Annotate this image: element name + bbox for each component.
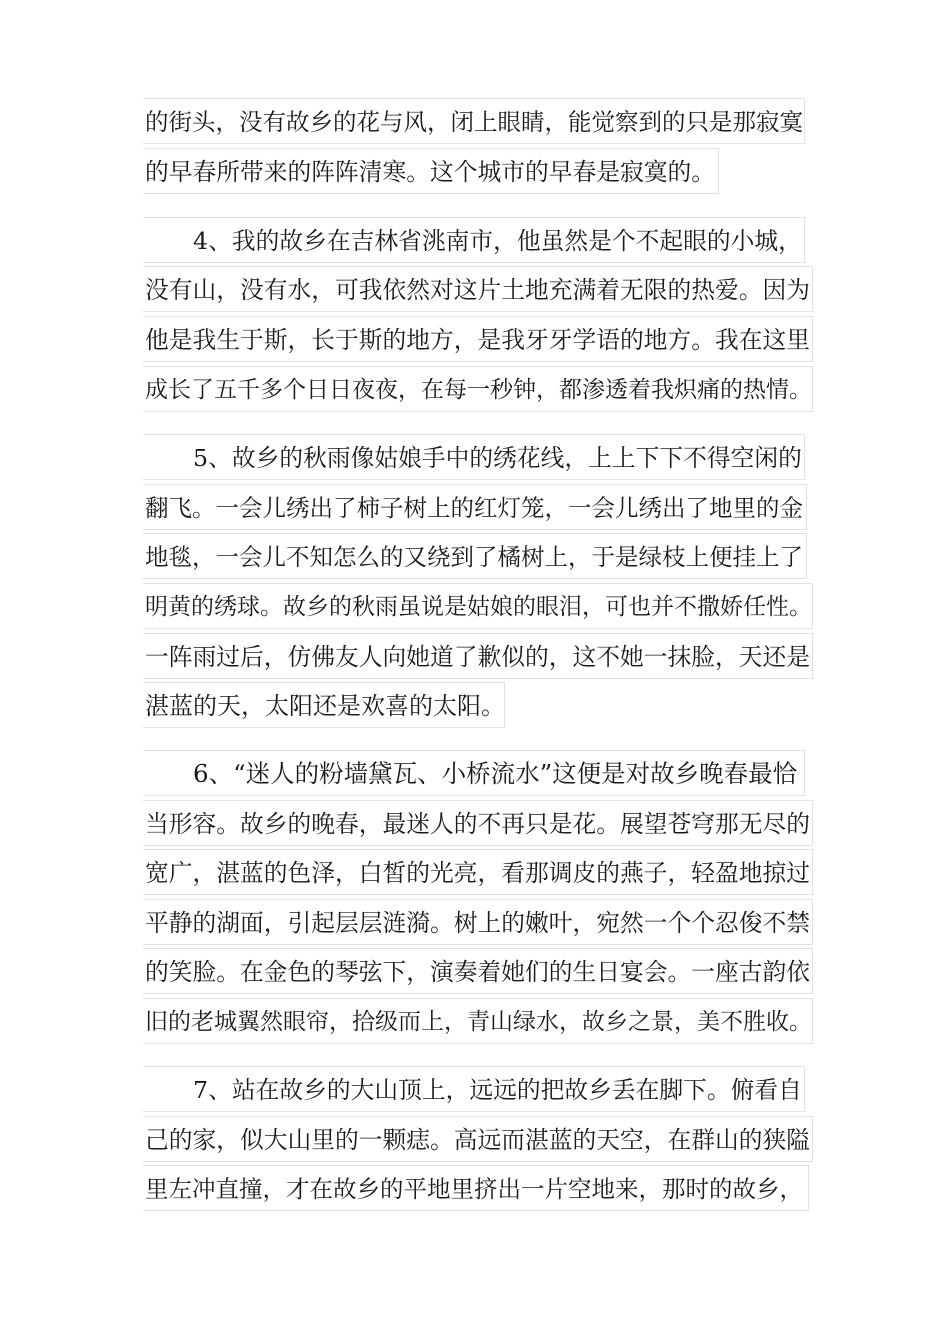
text-line: 明黄的绣球。故乡的秋雨虽说是姑娘的眼泪，可也并不撒娇任性。: [143, 583, 813, 629]
text-line: 宽广，湛蓝的色泽，白皙的光亮，看那调皮的燕子，轻盈地掠过: [143, 849, 813, 895]
text-line: 一阵雨过后，仿佛友人向她道了歉似的，这不她一抹脸，天还是: [143, 633, 813, 679]
text-line: 的早春所带来的阵阵清寒。这个城市的早春是寂寞的。: [143, 148, 719, 194]
text-line: 平静的湖面，引起层层涟漪。树上的嫩叶，宛然一个个忍俊不禁: [143, 899, 813, 945]
text-line: 5、故乡的秋雨像姑娘手中的绣花线，上上下下不得空闲的: [143, 434, 805, 480]
text-line: 里左冲直撞，才在故乡的平地里挤出一片空地来，那时的故乡，: [143, 1165, 809, 1211]
text-line: 成长了五千多个日日夜夜，在每一秒钟，都渗透着我炽痛的热情。: [143, 366, 813, 412]
text-line: 他是我生于斯，长于斯的地方，是我牙牙学语的地方。我在这里: [143, 316, 813, 362]
text-line: 7、站在故乡的大山顶上，远远的把故乡丢在脚下。俯看自: [143, 1066, 805, 1112]
text-line: 4、我的故乡在吉林省洮南市，他虽然是个不起眼的小城，: [143, 217, 805, 263]
text-line: 的街头，没有故乡的花与风，闭上眼睛，能觉察到的只是那寂寞: [143, 98, 805, 144]
text-line: 旧的老城翼然眼帘，拾级而上，青山绿水，故乡之景，美不胜收。: [143, 998, 813, 1044]
text-line: 地毯，一会儿不知怎么的又绕到了橘树上，于是绿枝上便挂上了: [143, 533, 807, 579]
text-line: 当形容。故乡的晚春，最迷人的不再只是花。展望苍穹那无尽的: [143, 800, 813, 846]
text-line: 6、“迷人的粉墙黛瓦、小桥流水”这便是对故乡晚春最恰: [143, 750, 805, 796]
text-line: 没有山，没有水，可我依然对这片土地充满着无限的热爱。因为: [143, 266, 813, 312]
text-line: 湛蓝的天，太阳还是欢喜的太阳。: [143, 682, 505, 728]
text-line: 翻飞。一会儿绣出了柿子树上的红灯笼，一会儿绣出了地里的金: [143, 484, 807, 530]
text-line: 己的家，似大山里的一颗痣。高远而湛蓝的天空，在群山的狭隘: [143, 1116, 813, 1162]
text-line: 的笑脸。在金色的琴弦下，演奏着她们的生日宴会。一座古韵依: [143, 948, 813, 994]
